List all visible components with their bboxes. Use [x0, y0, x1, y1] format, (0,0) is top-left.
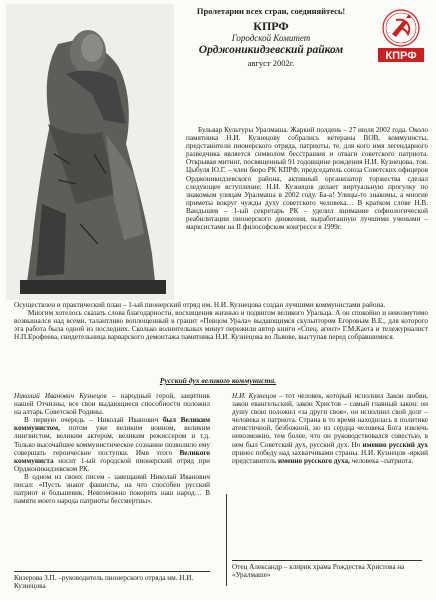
- signature-priest: Отец Александр – клирик храма Рождества Христова на «Уралмаше»: [232, 560, 422, 579]
- continuation-paragraph: Осуществлен и практический план – 1-ый пионерский отряд им. Н.И. Кузнецова создан лучшими коммунистами района.: [14, 301, 386, 309]
- issue-date: август 2002г.: [247, 58, 295, 68]
- left-paragraph: В одном из своих писем - завещаний Николай Иванович писал: «Пусть знают фашисты, на что способен русский патриот и большевик. Невозможно покорить наш народ… В памяти моего народа патриоты бессмертны».: [14, 472, 210, 506]
- svg-text:КПРФ: КПРФ: [385, 50, 417, 62]
- hero-name: Николай Иванович Кузнецов: [14, 392, 107, 400]
- signature-pioneer-leader: Кизерова З.П. –руководитель пионерского отряда им. Н.И. Кузнецова: [14, 571, 210, 590]
- article-continuation: [14, 301, 428, 341]
- section-heading: Русский дух великого коммуниста.: [159, 376, 277, 385]
- committee-name: Городской Комитет: [231, 33, 311, 43]
- right-column: [232, 392, 428, 465]
- masthead: [176, 6, 366, 68]
- party-name: КПРФ: [253, 19, 289, 33]
- continuation-paragraph: Многим хотелось сказать слова благодарности, восхищения жизнью и подвигом великого Уральца. А он спокойно и невозмутимо возвышался над всеми, талантливо воплощенный в гранит «Певцом Урала» выдающимся скульптором Егоровым В.Е., для которого эта работа была одной из последних. Сколько волнительных минут пережили автор книги «Спец. агент» Г.М.Каета и тележурналист Н.П.Ерофеева, свидетельница варварского демонтажа памятника Н.И. Кузнецова во Львове, выступая перед собравшимися.: [14, 309, 428, 342]
- slogan: Пролетарии всех стран, соединяйтесь!: [196, 6, 346, 16]
- column-divider: [226, 494, 227, 586]
- left-paragraph: В первую очередь – Николай Иванович был Великим коммунистом, потом уже великим воином, великим лингвистом, великим актером, великим режиссером и т.д. Только высочайшее коммунистическое сознание позволило ему совершать героические поступки. Имя этого Великого коммуниста носит 1-ый городской пионерский отряд при Орджоникидзевском РК.: [14, 416, 211, 473]
- intro-paragraph: Бульвар Культуры Уралмаша. Жаркий полдень – 27 июля 2002 года. Около памятника Н.И. Кузнецову собрались ветераны ВОВ, коммунисты, представители пионерского отряда, патриоты, те, для кого имя легендарного разведчика является символом бесстрашия и отваги советского патриота. Открывая митинг, посвященный 91 годовщине рождения Н.И. Кузнецова, тов. Цыбуля Ю.Г. – член бюро РК КПРФ, председатель союза Советских офицеров Орджоникидзевского района, активный организатор торжества сделал следующее вступление: Н.И. Кузнецов делает виртуальную прогулку по знакомым улицам Уралмаша в 2002 году. Ба-а! Улицы-то знакомы, а многие приметы вокруг чужды духу советского человека… В кратком слове Н.В. Вандышев – 1-ый секретарь РК - уделил внимание софиологической реабилитации пионерского движения, выработанную лучшими учеными – марксистами на II философском конгрессе в 1999г.: [186, 126, 428, 232]
- kprf-logo: [372, 6, 430, 64]
- district-name: Орджоникидзевский райком: [198, 44, 344, 56]
- monument-photo: [6, 4, 174, 300]
- hero-name: Н.И. Кузнецов: [232, 392, 277, 400]
- left-column: [14, 392, 210, 505]
- right-paragraph: Н.И. Кузнецов – тот человек, который исполнил Закон любви, закон евангельский, закон Христов – самый главный закон: он душу свою положил «за други своя», он исполнил свой долг – человека и патриота. Страна в то время находилась в политике атеистичной, безбожной, но из сердца человека Бога извлечь невозможно, тем более, что он руководствовался совестью, в нем был Советский дух, русский дух. Но именно русский дух принес победу над захватчиками страны. Н.И. Кузнецов -яркий представитель именно русского духа, человека –патриота.: [232, 392, 428, 465]
- left-paragraph: Николай Иванович Кузнецов – народный герой, защитник нашей Отчизны, все свои выдающиеся способности положил на алтарь Советской Родины.: [14, 392, 210, 417]
